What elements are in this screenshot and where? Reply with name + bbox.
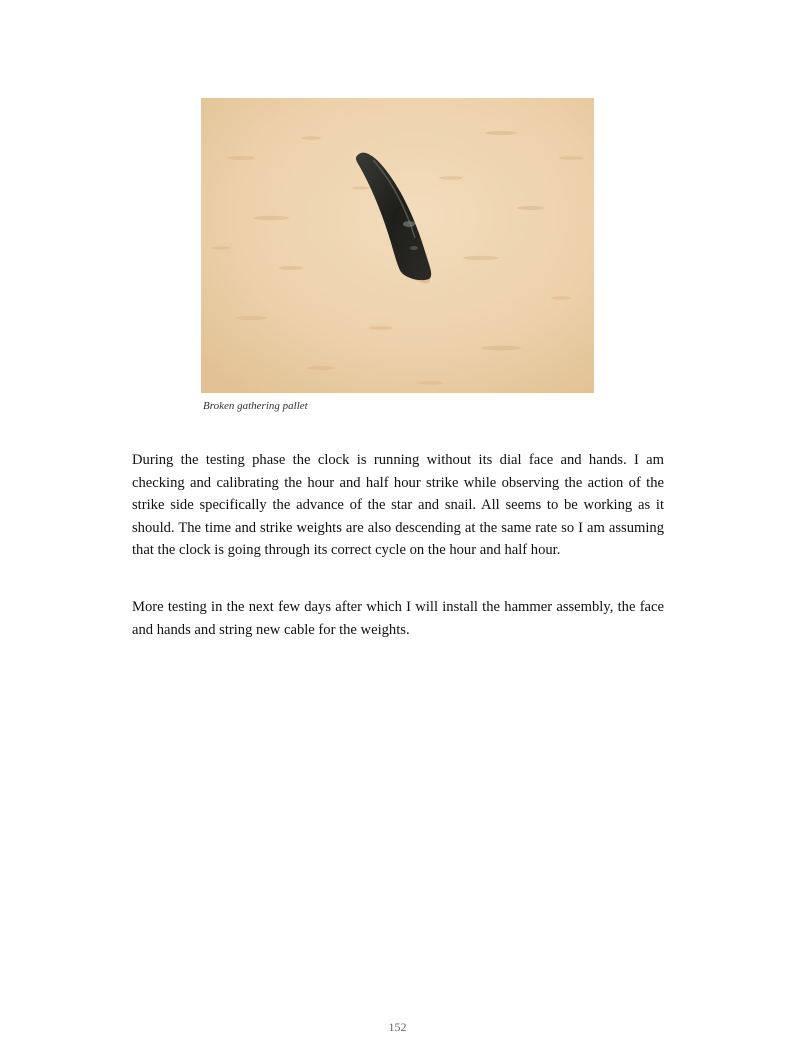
figure-photo — [201, 98, 594, 393]
body-paragraph: More testing in the next few days after which I will install the hammer assembly, the face and hands and string new cable for the weights. — [132, 599, 664, 638]
figure-caption: Broken gathering pallet — [203, 400, 308, 412]
page-number: 152 — [388, 1020, 407, 1034]
body-paragraph: During the testing phase the clock is running without its dial face and hands. I am checking and calibrating the hour and half hour strike while observing the action of the strike side specifically the advance of the star and snail. All seems to be working as it should. The time and strike weights are also descending at the same rate so I am assuming that the clock is going through its correct cycle on the hour and half hour. — [132, 452, 664, 559]
broken-pallet-photo — [201, 98, 594, 393]
